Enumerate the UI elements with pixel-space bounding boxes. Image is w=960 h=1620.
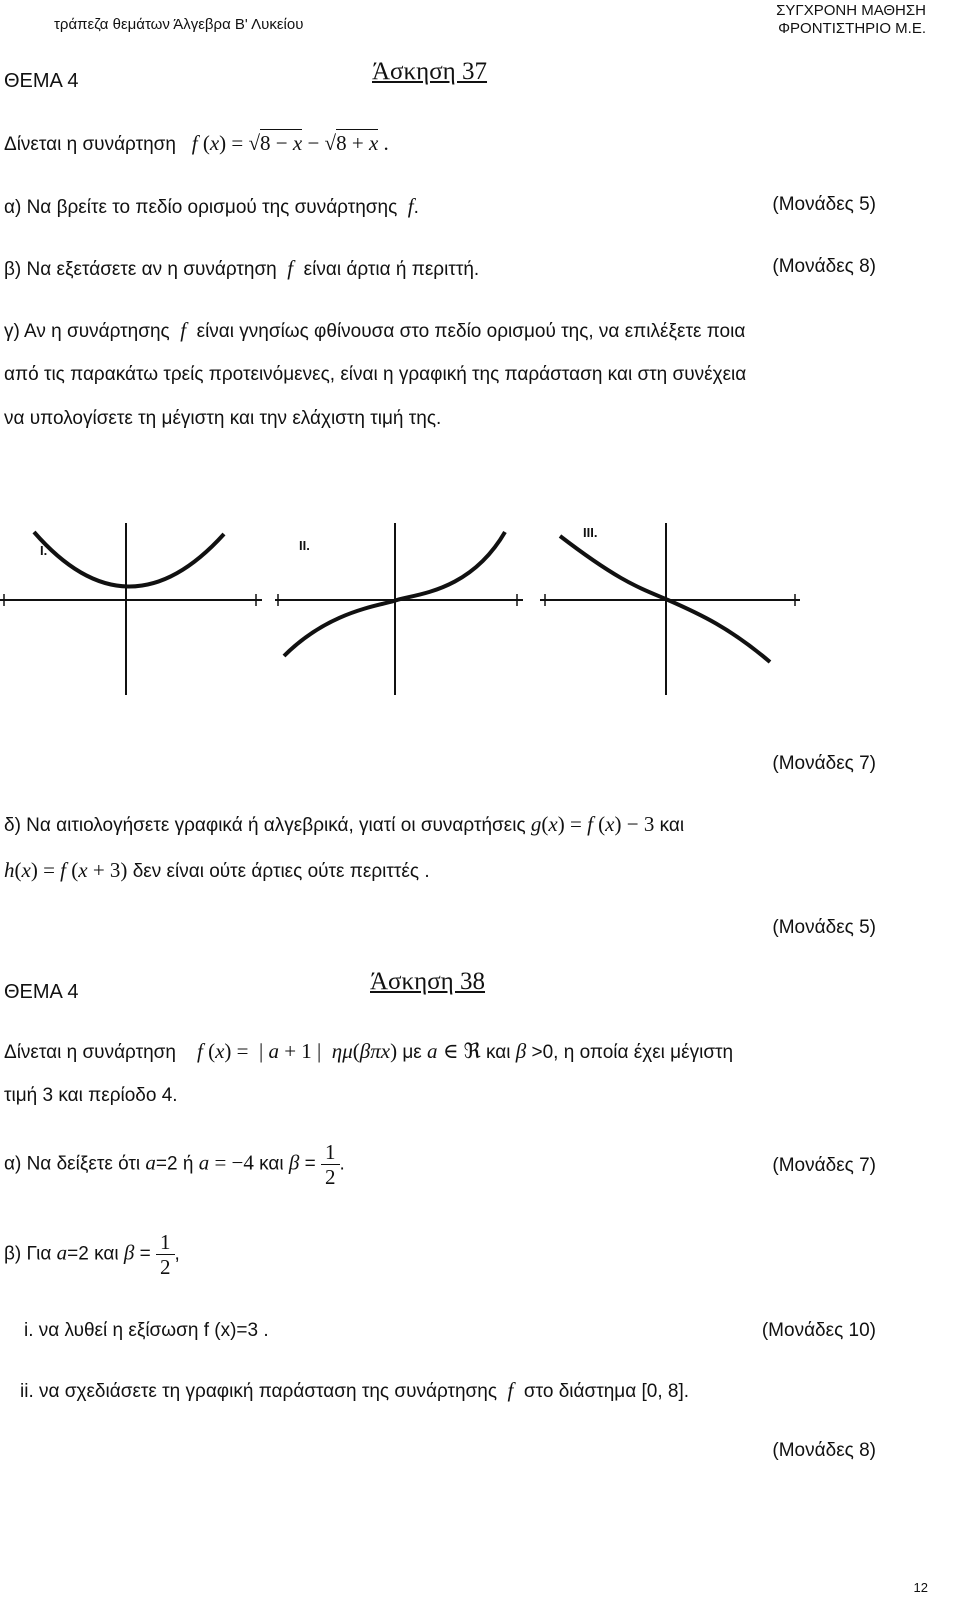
theme-heading: ΘΕΜΑ 4 — [4, 70, 79, 92]
question-b-text: β) Για — [4, 1243, 52, 1265]
graph-3-label: III. — [583, 525, 598, 540]
symbol-f: f — [502, 1378, 519, 1402]
given-prefix: Δίνεται η συνάρτηση — [4, 134, 176, 155]
given-and: και — [486, 1042, 511, 1063]
question-d-line1 — [4, 812, 684, 837]
question-d-and: και — [659, 815, 685, 836]
page-number: 12 — [913, 1580, 928, 1595]
formula-a-neg4: a = −4 — [198, 1150, 254, 1175]
fraction-one-half: $\frac{1}{2}$ — [156, 1230, 175, 1279]
question-c-points: (Μονάδες 7) — [772, 753, 876, 774]
symbol-f: f — [402, 194, 414, 218]
question-a-and: και — [259, 1153, 284, 1175]
question-a-text: α) Να δείξετε ότι — [4, 1153, 141, 1175]
question-a-text: α) Να βρείτε το πεδίο ορισμού της συνάρτησης — [4, 197, 398, 218]
question-a: α) Να δείξετε ότι a=2 ή a = −4 και β = $\frac{1}{2}$ . — [4, 1140, 345, 1189]
given-prefix: Δίνεται η συνάρτηση — [4, 1042, 176, 1063]
question-b — [4, 256, 479, 281]
symbol-beta: β — [288, 1150, 300, 1175]
given-post: >0, η οποία έχει μέγιστη — [531, 1042, 734, 1063]
question-b-post: είναι άρτια ή περιττή. — [303, 259, 480, 280]
symbol-a: a — [427, 1039, 438, 1063]
question-c-line2: από τις παρακάτω τρείς προτεινόμενες, είναι η γραφική της παράσταση και στη συνέχεια — [4, 364, 747, 385]
question-b-ii — [20, 1378, 689, 1403]
question-b-ii-pre: ii. να σχεδιάσετε τη γραφική παράσταση της συνάρτησης — [20, 1381, 498, 1402]
question-a-eq2: =2 ή — [155, 1153, 194, 1175]
symbol-beta: β — [123, 1240, 135, 1265]
fraction-one-half: $\frac{1}{2}$ — [321, 1140, 340, 1189]
symbol-f: f — [174, 318, 192, 342]
question-d-line2 — [4, 858, 430, 883]
given-line — [4, 131, 389, 156]
symbol-f: f — [282, 256, 299, 280]
question-b-ii-post: στο διάστημα [0, 8]. — [523, 1381, 690, 1402]
question-b-pre: β) Να εξετάσετε αν η συνάρτηση — [4, 259, 277, 280]
theme-heading: ΘΕΜΑ 4 — [4, 981, 79, 1003]
question-a-points: (Μονάδες 5) — [772, 194, 876, 215]
question-c-post: είναι γνησίως φθίνουσα στο πεδίο ορισμού της, να επιλέξετε ποια — [196, 321, 746, 342]
question-d-points: (Μονάδες 5) — [772, 917, 876, 938]
question-a: α) Να βρείτε το πεδίο ορισμού της συνάρτησης f. — [4, 194, 419, 218]
question-c-line3: να υπολογίσετε τη μέγιστη και την ελάχιστη τιμή της. — [4, 408, 442, 429]
graph-3 — [540, 523, 800, 695]
symbol-beta: β — [515, 1039, 527, 1063]
function-formula: f (x) = | a + 1 | ημ(βπx) — [197, 1039, 398, 1063]
exercise-title: Άσκηση 37 — [372, 58, 488, 85]
graph-1 — [0, 523, 262, 695]
question-a-points: (Μονάδες 7) — [772, 1155, 876, 1176]
header-title: τράπεζα θεμάτων Άλγεβρα Β' Λυκείου — [54, 16, 304, 33]
formula-h: h(x) = f (x + 3) — [4, 858, 128, 882]
question-b-eq2: =2 και — [67, 1243, 119, 1265]
question-c-line1 — [4, 318, 745, 343]
graph-2 — [275, 523, 523, 695]
function-formula: f (x) = √8 − x − √8 + x . — [191, 131, 389, 155]
graph-1-label: I. — [40, 543, 48, 558]
question-b: β) Για a=2 και β = $\frac{1}{2}$ , — [4, 1230, 180, 1279]
given-line2: τιμή 3 και περίοδο 4. — [4, 1085, 178, 1106]
question-b-points: (Μονάδες 8) — [772, 256, 876, 277]
given-line — [4, 1039, 733, 1064]
question-b-i-points: (Μονάδες 10) — [761, 1320, 876, 1341]
candidate-graphs — [0, 520, 960, 700]
question-b-i: i. να λυθεί η εξίσωση f (x)=3 . — [24, 1320, 269, 1341]
header-publisher-line1: ΣΥΓΧΡΟΝΗ ΜΑΘΗΣΗ — [776, 2, 926, 19]
header-publisher — [776, 2, 926, 38]
question-d-pre: δ) Να αιτιολογήσετε γραφικά ή αλγεβρικά, γιατί οι συναρτήσεις — [4, 815, 526, 836]
given-with: με — [402, 1042, 422, 1063]
symbol-a: a — [145, 1150, 156, 1175]
exercise-title: Άσκηση 38 — [370, 968, 486, 995]
question-c-pre: γ) Αν η συνάρτησης — [4, 321, 170, 342]
question-b-ii-points: (Μονάδες 8) — [772, 1440, 876, 1461]
graph-2-label: II. — [299, 538, 310, 553]
question-d-post: δεν είναι ούτε άρτιες ούτε περιττές . — [132, 861, 430, 882]
formula-g: g(x) = f (x) − 3 — [530, 812, 655, 836]
header-publisher-line2: ΦΡΟΝΤΙΣΤΗΡΙΟ Μ.Ε. — [778, 20, 926, 37]
real-numbers-symbol: ∈ ℜ — [442, 1039, 481, 1063]
symbol-a: a — [56, 1240, 68, 1265]
